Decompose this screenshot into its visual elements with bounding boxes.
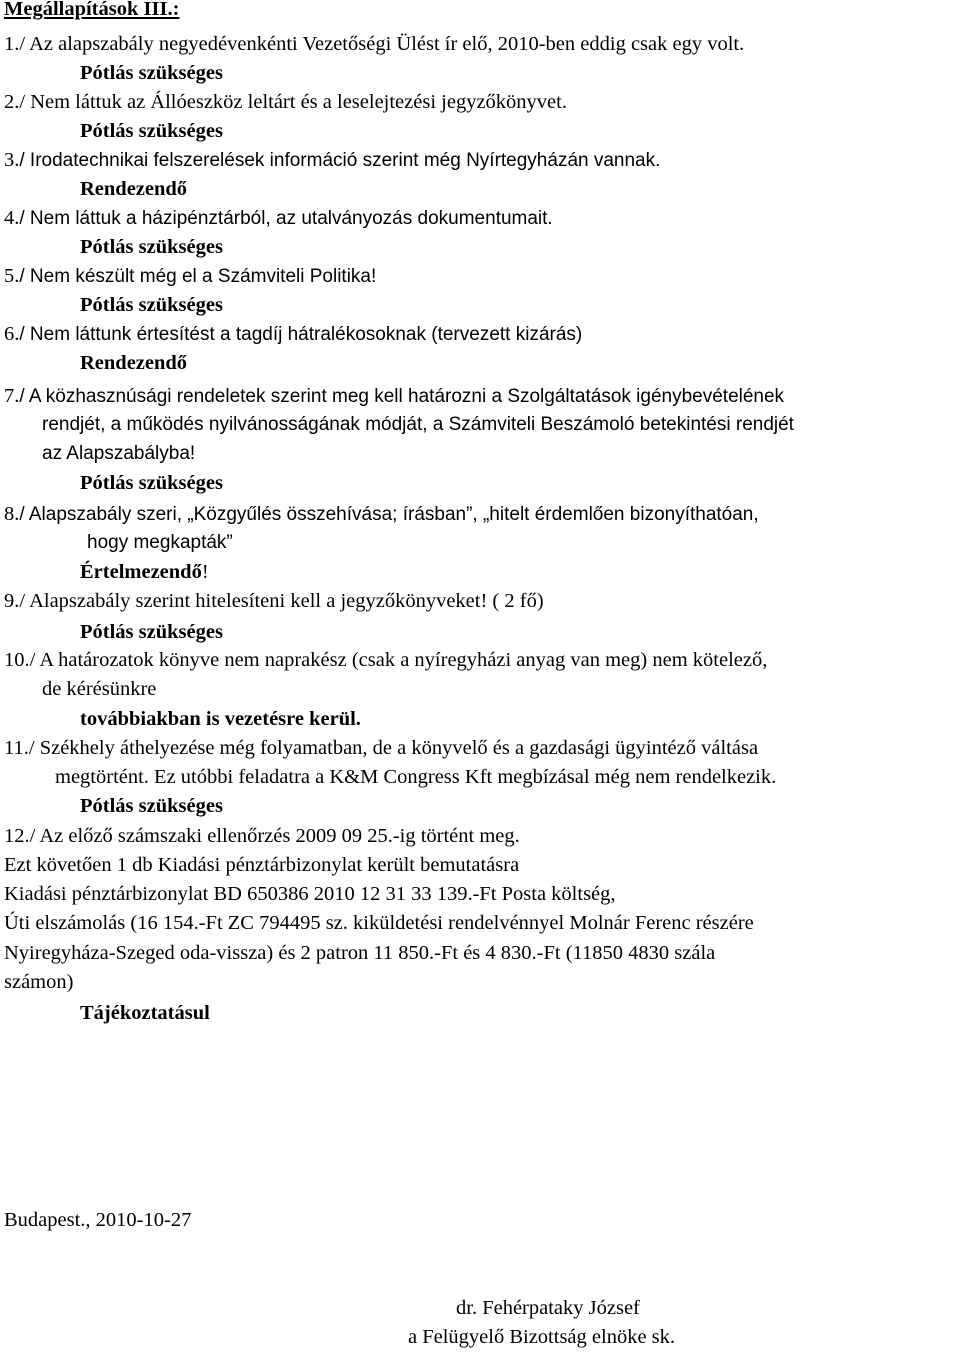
finding-9: 9./ Alapszabály szerint hitelesíteni kell a jegyzőkönyveket! ( 2 fő): [4, 590, 544, 612]
finding-5: [4, 263, 376, 290]
finding-8-line-2: hogy megkapták”: [87, 532, 233, 553]
finding-5-number: 5.: [4, 265, 20, 287]
finding-1-status: Pótlás szükséges: [80, 62, 223, 84]
finding-5-text: / Nem készült még el a Számviteli Politika!: [19, 266, 377, 287]
finding-8-text: / Alapszabály szeri, „Közgyűlés összehívása; írásban”, „hitelt érdemlően bizonyíthatóan,: [19, 504, 759, 525]
finding-1: 1./ Az alapszabály negyedévenkénti Vezetőségi Ülést ír elő, 2010-ben eddig csak egy volt.: [4, 33, 745, 55]
document-heading: Megállapítások III.:: [4, 0, 180, 20]
finding-8-status-word: Értelmezendő: [80, 561, 202, 583]
finding-12-line-4: Úti elszámolás (16 154.-Ft ZC 794495 sz. kiküldetési rendelvénnyel Molnár Ferenc részére: [4, 912, 754, 934]
finding-4-status: Pótlás szükséges: [80, 236, 223, 258]
finding-7: [4, 383, 784, 410]
finding-8-number: 8.: [4, 503, 20, 525]
signature-title: a Felügyelő Bizottság elnöke sk.: [408, 1326, 676, 1348]
finding-12-line-6: számon): [4, 971, 74, 993]
finding-8-status: [80, 559, 209, 585]
finding-11-number: 11.: [4, 737, 29, 759]
finding-10-line-2: de kérésünkre: [42, 678, 157, 700]
finding-3-number: 3.: [4, 149, 20, 171]
finding-7-line-3: az Alapszabályba!: [42, 443, 196, 464]
finding-2-status: Pótlás szükséges: [80, 120, 223, 142]
finding-12-line-3: Kiadási pénztárbizonylat BD 650386 2010 12 31 33 139.-Ft Posta költség,: [4, 883, 616, 905]
finding-4-number: 4.: [4, 207, 20, 229]
finding-12-line-2: Ezt követően 1 db Kiadási pénztárbizonylat került bemutatásra: [4, 854, 520, 876]
finding-10-text: / A határozatok könyve nem naprakész (csak a nyíregyházi anyag van meg) nem kötelező,: [29, 649, 768, 671]
finding-10: [4, 647, 767, 673]
finding-11-text: / Székhely áthelyezése még folyamatban, de a könyvelő és a gazdasági ügyintéző váltása: [28, 737, 759, 759]
finding-7-line-2: rendjét, a működés nyilvánosságának módját, a Számviteli Beszámoló betekintési rendjét: [42, 414, 794, 435]
finding-3: [4, 147, 660, 174]
finding-6-status: Rendezendő: [80, 352, 188, 374]
finding-6: [4, 321, 582, 348]
finding-6-number: 6.: [4, 323, 20, 345]
finding-2: 2./ Nem láttuk az Állóeszköz leltárt és a leselejtezési jegyzőkönyvet.: [4, 91, 567, 113]
finding-12: 12./ Az előző számszaki ellenőrzés 2009 09 25.-ig történt meg.: [4, 825, 520, 847]
finding-7-text: / A közhasznúsági rendeletek szerint meg kell határozni a Szolgáltatások igénybevételének: [19, 386, 785, 407]
finding-11-line-2: megtörtént. Ez utóbbi feladatra a K&M Congress Kft megbízásal még nem rendelkezik.: [55, 766, 777, 788]
finding-8: [4, 501, 759, 528]
finding-10-number: 10.: [4, 649, 30, 671]
finding-12-line-5: Nyiregyháza-Szeged oda-vissza) és 2 patron 11 850.-Ft és 4 830.-Ft (11850 4830 szála: [4, 942, 716, 964]
finding-11: [4, 735, 758, 761]
place-date: Budapest., 2010-10-27: [4, 1209, 192, 1231]
finding-9-status: Pótlás szükséges: [80, 621, 223, 643]
finding-10-status: továbbiakban is vezetésre kerül.: [80, 708, 361, 730]
finding-8-status-mark: !: [201, 561, 209, 583]
finding-12-status: Tájékoztatásul: [80, 1002, 210, 1024]
finding-11-status: Pótlás szükséges: [80, 795, 223, 817]
finding-6-text: / Nem láttunk értesítést a tagdíj hátralékosoknak (tervezett kizárás): [19, 324, 583, 345]
finding-7-status: Pótlás szükséges: [80, 472, 223, 494]
finding-4-text: / Nem láttuk a házipénztárból, az utalványozás dokumentumait.: [19, 208, 553, 229]
finding-4: [4, 205, 553, 232]
finding-3-status: Rendezendő: [80, 178, 188, 200]
signature-name: dr. Fehérpataky József: [456, 1297, 640, 1319]
finding-3-text: / Irodatechnikai felszerelések információ szerint még Nyírtegyházán vannak.: [19, 150, 661, 171]
finding-5-status: Pótlás szükséges: [80, 294, 223, 316]
finding-7-number: 7.: [4, 385, 20, 407]
